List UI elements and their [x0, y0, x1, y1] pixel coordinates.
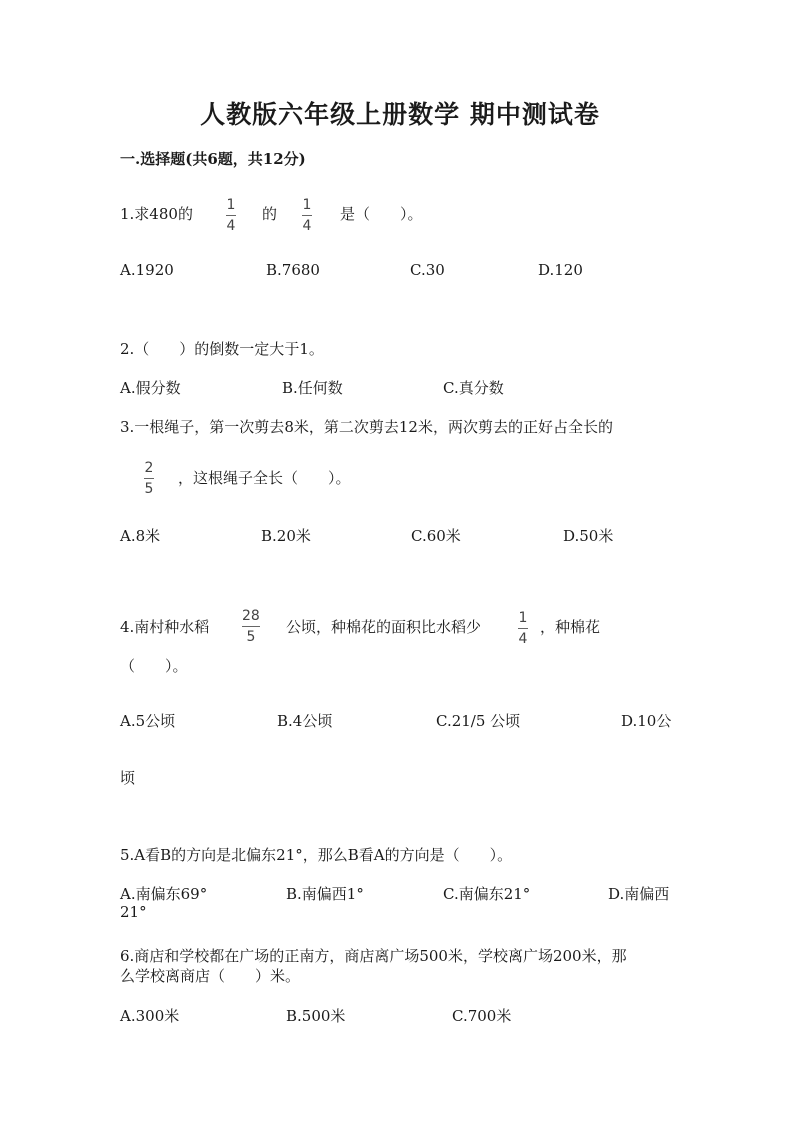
question-1-suffix: 是（ ）。 [340, 205, 423, 223]
question-4-option-b[interactable]: B.4公顷 [277, 712, 333, 730]
question-5-text: 5.A看B的方向是北偏东21°，那么B看A的方向是（ ）。 [120, 846, 513, 864]
question-1-prefix: 1.求480的 [120, 205, 193, 223]
fraction-bar [242, 626, 260, 627]
question-2-option-b[interactable]: B.任何数 [282, 379, 343, 397]
section-heading: 一.选择题(共6题，共12分) [120, 150, 306, 168]
question-3-option-b[interactable]: B.20米 [261, 527, 311, 545]
question-1-option-b[interactable]: B.7680 [266, 261, 320, 279]
question-3-option-c[interactable]: C.60米 [411, 527, 461, 545]
fraction-bar [226, 215, 236, 216]
fraction-denominator: 4 [302, 218, 312, 234]
question-4-fraction-2 [518, 611, 528, 646]
question-4-option-c[interactable]: C.21/5 公顷 [436, 712, 521, 730]
fraction-numerator: 1 [302, 197, 312, 213]
question-3-fraction [144, 461, 154, 496]
question-3-line-2: ，这根绳子全长（ ）。 [178, 469, 351, 487]
question-1-fraction-2 [302, 198, 312, 233]
question-2-option-a[interactable]: A.假分数 [120, 379, 181, 397]
fraction-denominator: 4 [518, 631, 528, 647]
question-4-prefix: 4.南村种水稻 [120, 618, 210, 636]
question-5-option-d[interactable]: D.南偏西 [608, 885, 670, 903]
fraction-denominator: 4 [226, 218, 236, 234]
fraction-bar [518, 628, 528, 629]
question-6-option-b[interactable]: B.500米 [286, 1007, 346, 1025]
question-4-option-a[interactable]: A.5公顷 [120, 712, 176, 730]
fraction-denominator: 5 [246, 629, 256, 645]
question-6-option-c[interactable]: C.700米 [452, 1007, 512, 1025]
fraction-numerator: 2 [144, 460, 154, 476]
question-1-option-d[interactable]: D.120 [538, 261, 583, 279]
question-5-option-d-wrap: 21° [120, 903, 147, 921]
question-4-fraction-1 [242, 609, 260, 644]
question-3-option-d[interactable]: D.50米 [563, 527, 614, 545]
question-1-fraction-1 [226, 198, 236, 233]
question-5-option-c[interactable]: C.南偏东21° [443, 885, 531, 903]
question-4-line-2: （ ）。 [120, 657, 188, 675]
fraction-bar [144, 478, 154, 479]
question-5-option-b[interactable]: B.南偏西1° [286, 885, 364, 903]
question-2-option-c[interactable]: C.真分数 [443, 379, 504, 397]
fraction-numerator: 28 [242, 608, 260, 624]
question-4-suffix: ，种棉花 [540, 618, 601, 636]
fraction-denominator: 5 [144, 481, 154, 497]
fraction-bar [302, 215, 312, 216]
question-6-line-2: 么学校离商店（ ）米。 [120, 967, 301, 985]
page-title: 人教版六年级上册数学 期中测试卷 [200, 100, 600, 129]
question-3-option-a[interactable]: A.8米 [120, 527, 161, 545]
question-1-option-a[interactable]: A.1920 [120, 261, 174, 279]
question-1-option-c[interactable]: C.30 [410, 261, 445, 279]
question-4-mid: 公顷，种棉花的面积比水稻少 [286, 618, 482, 636]
question-4-option-d-wrap: 顷 [120, 769, 136, 787]
question-6-option-a[interactable]: A.300米 [120, 1007, 180, 1025]
question-3-line-1: 3.一根绳子，第一次剪去8米，第二次剪去12米，两次剪去的正好占全长的 [120, 418, 613, 436]
question-4-option-d[interactable]: D.10公 [621, 712, 672, 730]
question-2-text: 2.（ ）的倒数一定大于1。 [120, 340, 324, 358]
fraction-numerator: 1 [518, 610, 528, 626]
question-5-option-a[interactable]: A.南偏东69° [120, 885, 208, 903]
question-1-mid: 的 [262, 205, 278, 223]
fraction-numerator: 1 [226, 197, 236, 213]
question-6-line-1: 6.商店和学校都在广场的正南方，商店离广场500米，学校离广场200米，那 [120, 947, 627, 965]
